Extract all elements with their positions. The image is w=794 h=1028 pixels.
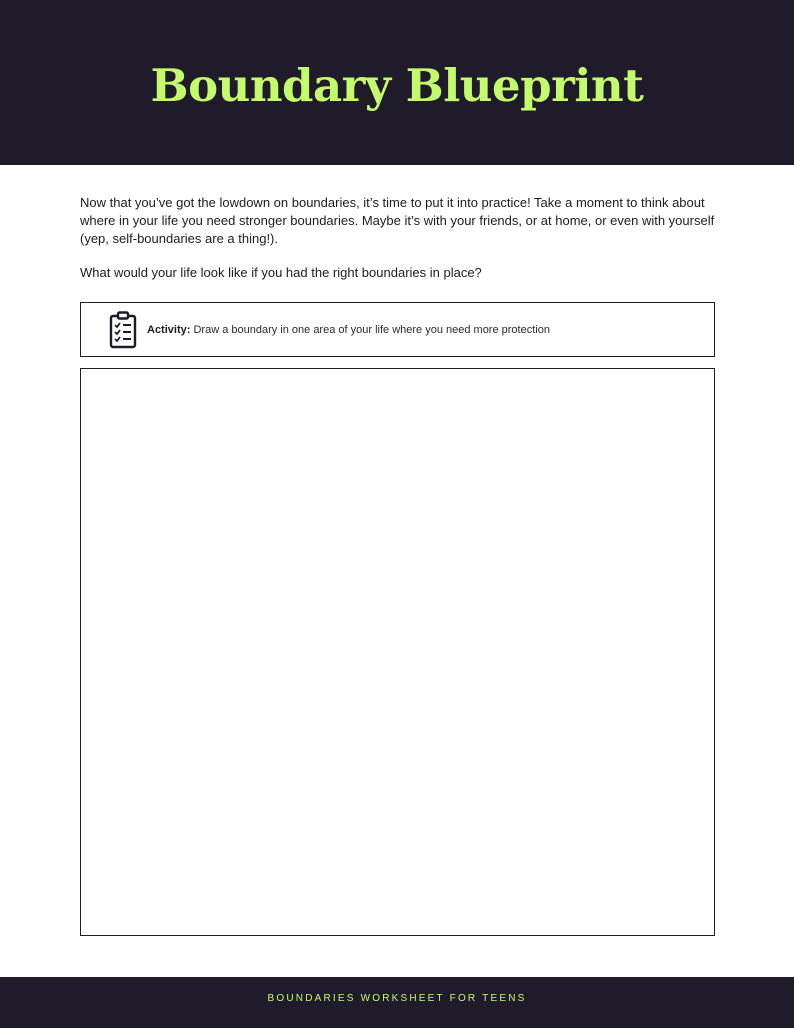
- page-header: [0, 0, 794, 165]
- reflection-question: What would your life look like if you had the right boundaries in place?: [80, 265, 482, 280]
- activity-box: [80, 302, 715, 357]
- page-footer: [0, 977, 794, 1028]
- activity-label: Activity:: [147, 324, 191, 336]
- activity-description: Draw a boundary in one area of your life where you need more protection: [193, 324, 550, 336]
- activity-instruction: [147, 322, 550, 338]
- intro-paragraph: Now that you’ve got the lowdown on boundaries, it’s time to put it into practice! Take a moment to think about where in your life you need stronger boundaries. Maybe it’s with your friends, or at home, or even with yourself (yep, self-boundaries are a thing!).: [80, 195, 715, 246]
- clipboard-checklist-icon: [108, 311, 138, 349]
- footer-text: BOUNDARIES WORKSHEET FOR TEENS: [267, 993, 527, 1004]
- page-title: Boundary Blueprint: [150, 59, 644, 112]
- drawing-area[interactable]: [80, 368, 715, 936]
